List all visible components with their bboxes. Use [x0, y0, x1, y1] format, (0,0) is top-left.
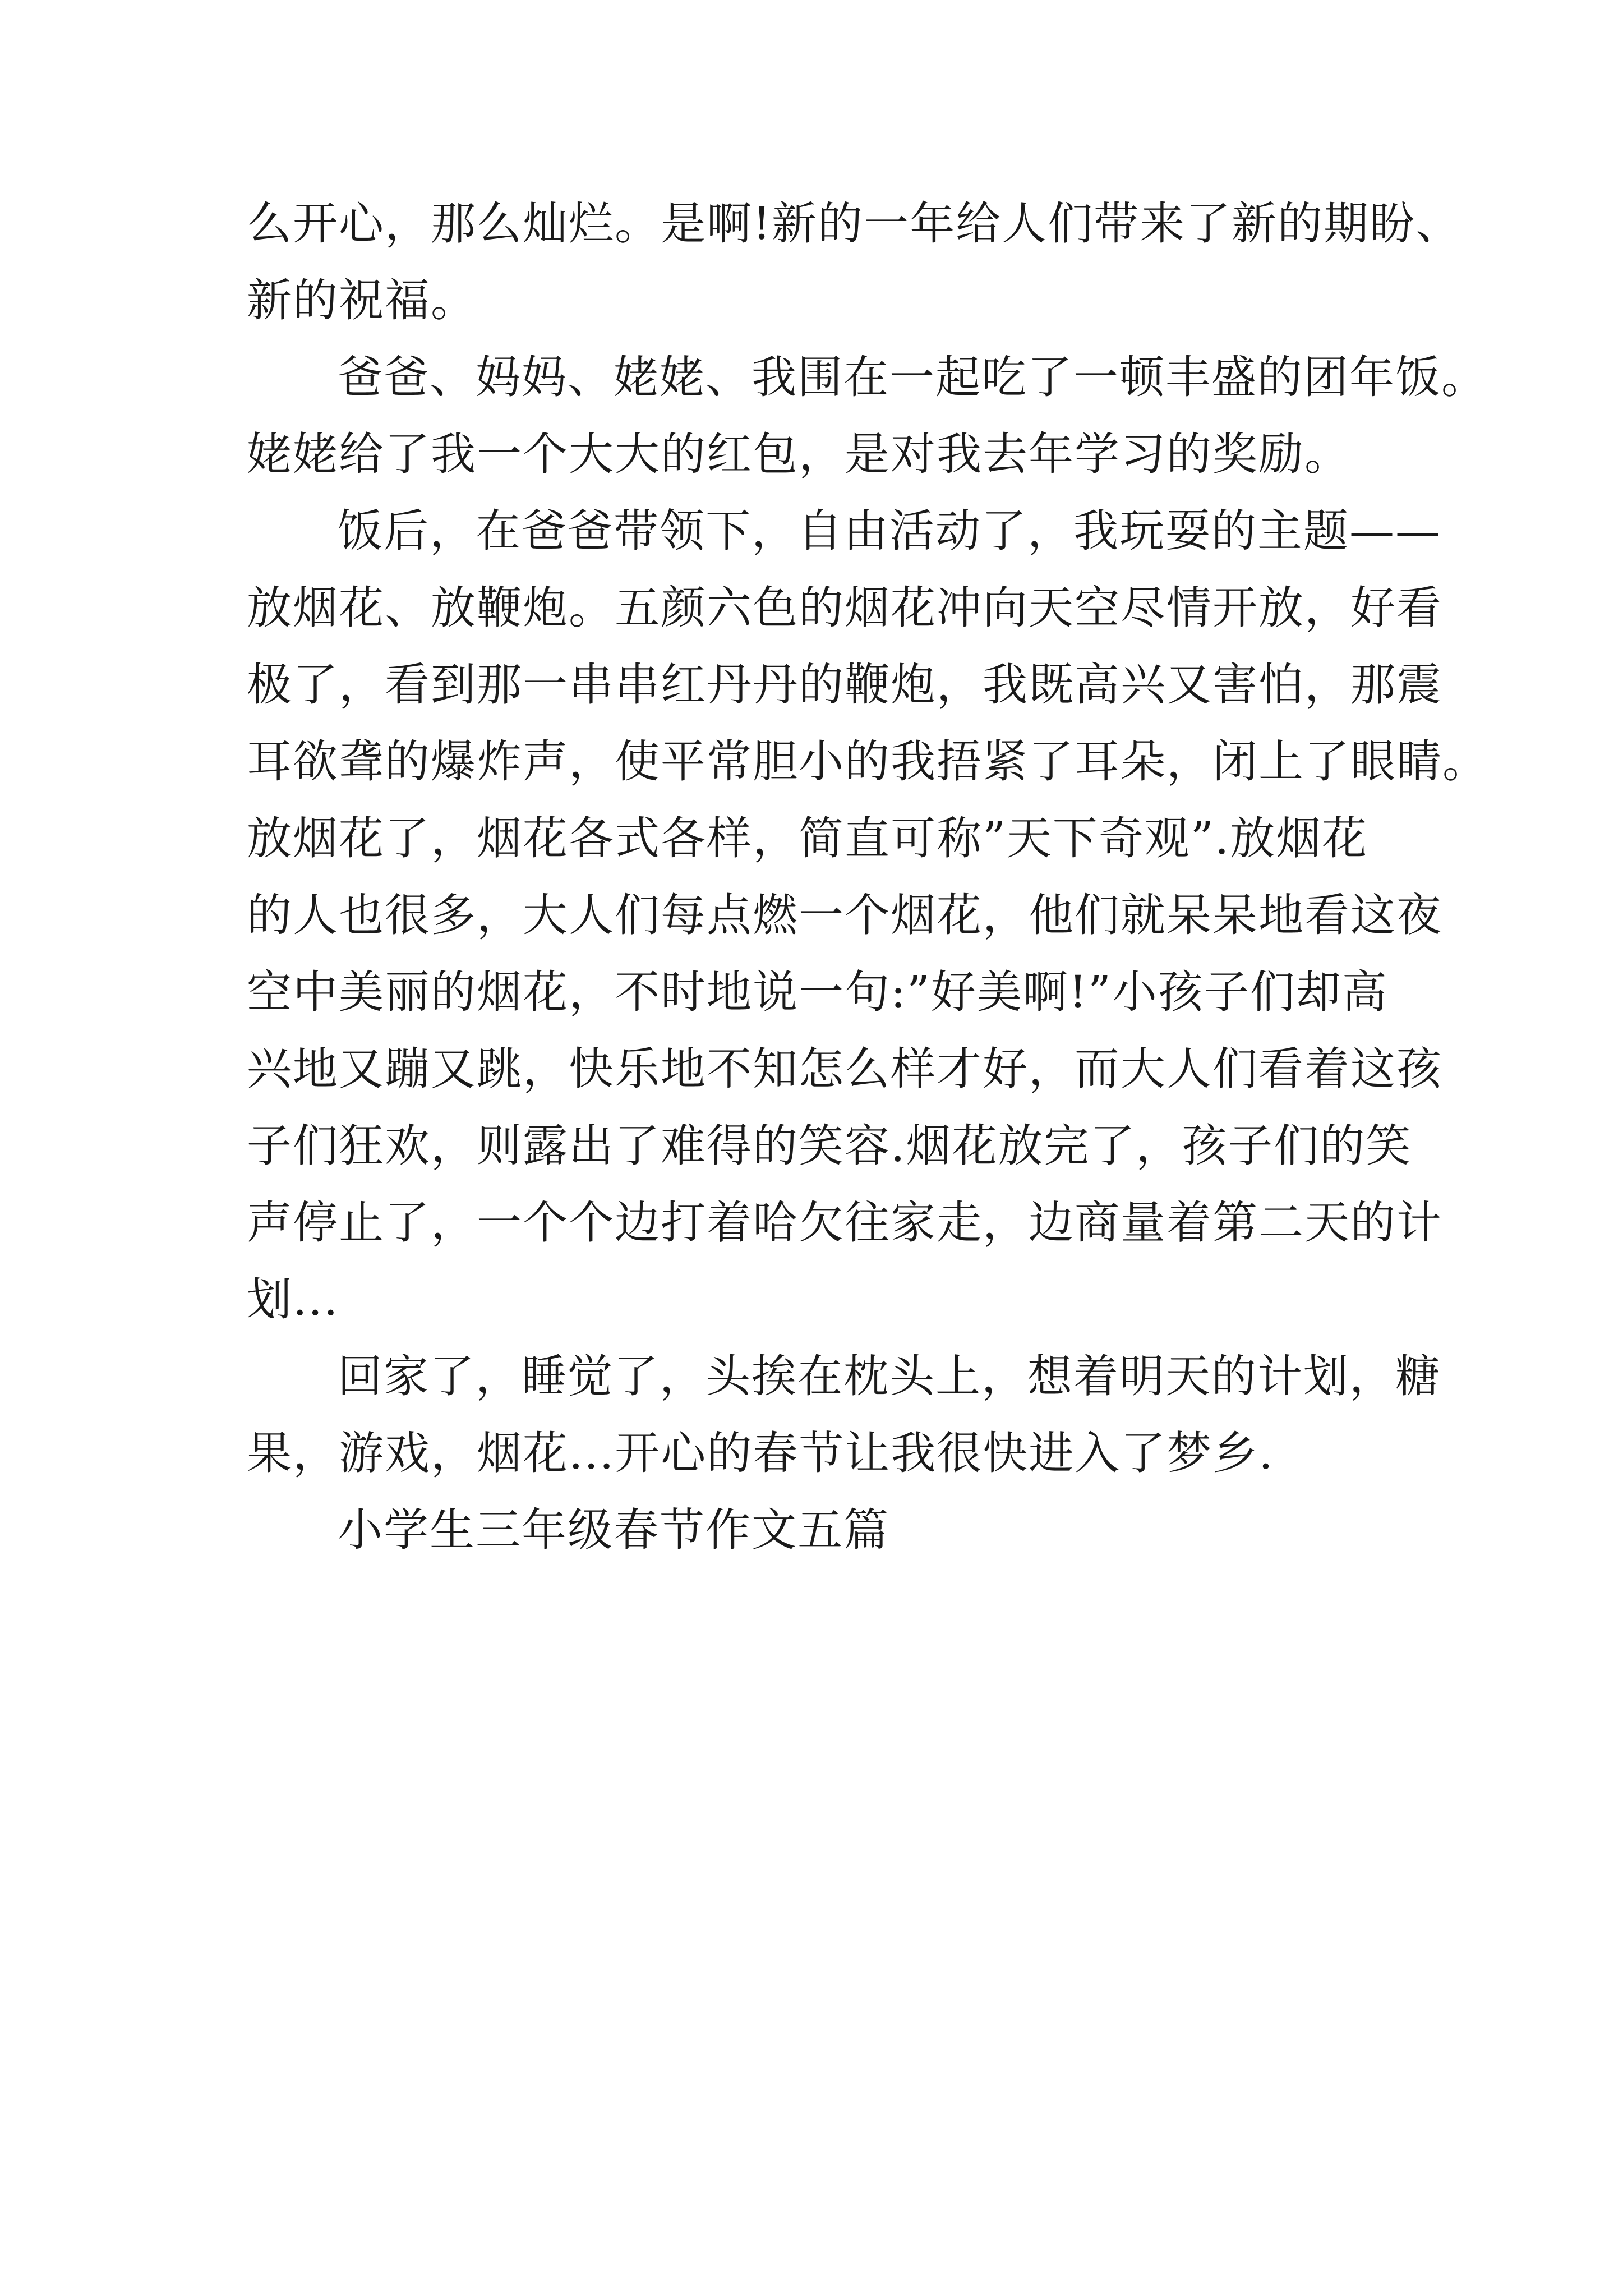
text-line: 回家了，睡觉了，头挨在枕头上，想着明天的计划，糖	[338, 1350, 1441, 1402]
text-line: 饭后，在爸爸带领下，自由活动了，我玩耍的主题——	[338, 505, 1441, 557]
text-line: 兴地又蹦又跳，快乐地不知怎么样才好，而大人们看着这孩	[247, 1043, 1442, 1095]
text-line: 爸爸、妈妈、姥姥、我围在一起吃了一顿丰盛的团年饭。	[338, 351, 1487, 403]
text-line: 耳欲聋的爆炸声，使平常胆小的我捂紧了耳朵，闭上了眼睛。	[247, 735, 1488, 788]
text-line: 声停止了，一个个边打着哈欠往家走，边商量着第二天的计	[247, 1197, 1442, 1249]
text-line: 极了，看到那一串串红丹丹的鞭炮，我既高兴又害怕，那震	[247, 659, 1442, 711]
text-line: 放烟花、放鞭炮。五颜六色的烟花冲向天空尽情开放，好看	[247, 582, 1442, 634]
document-body	[247, 185, 1488, 1568]
text-line: 空中美丽的烟花，不时地说一句:”好美啊!”小孩子们却高	[247, 966, 1388, 1018]
text-line: 姥姥给了我一个大大的红包，是对我去年学习的奖励。	[247, 428, 1350, 480]
text-line: 子们狂欢，则露出了难得的笑容.烟花放完了，孩子们的笑	[247, 1120, 1412, 1172]
text-line: 的人也很多，大人们每点燃一个烟花，他们就呆呆地看这夜	[247, 889, 1442, 941]
closing-title-line: 小学生三年级春节作文五篇	[338, 1504, 889, 1556]
text-line: 放烟花了，烟花各式各样，简直可称”天下奇观”.放烟花	[247, 812, 1368, 864]
text-line: 新的祝福。	[247, 274, 477, 326]
text-line: 果，游戏，烟花...开心的春节让我很快进入了梦乡.	[247, 1427, 1274, 1479]
text-line: 么开心，那么灿烂。是啊!新的一年给人们带来了新的期盼、	[247, 197, 1462, 250]
text-line: 划...	[247, 1273, 339, 1326]
